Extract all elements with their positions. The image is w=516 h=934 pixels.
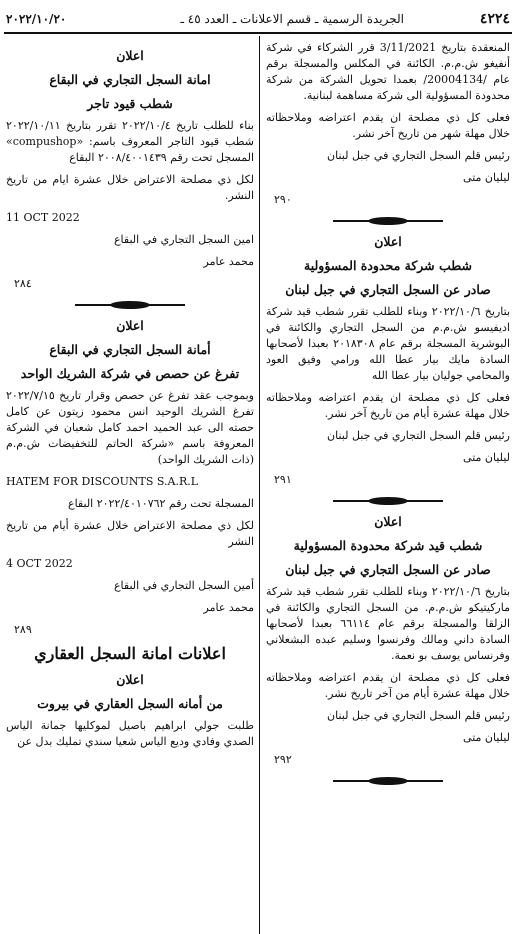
notice-number: ٢٨٩ <box>14 623 32 636</box>
notice-subtitle: شطب قيود تاجر <box>87 96 173 111</box>
notice-body: المنعقدة بتاريخ 3/11/2021 قرر الشركاء في شركة أنفيغو ش.م.م. الكائنة في المكلس والمسجلة برقم عام /20004134/ بعمدا تحويل الشركة من شركة محدودة المسؤولية الى شركة مساهمة لبنانية. <box>266 41 511 102</box>
notice-label: اعلان <box>374 234 402 249</box>
notice-subtitle: تفرغ عن حصص في شركة الشريك الواحد <box>20 366 240 381</box>
notice-date: 11 OCT 2022 <box>6 211 80 224</box>
notice-number: ٢٩١ <box>274 473 292 486</box>
notice-objection: فعلى كل ذي مصلحة ان يقدم اعتراضه وملاحظاته خلال مهلة شهر من تاريخ آخر نشر. <box>266 111 510 140</box>
signature-title: رئيس قلم السجل التجاري في جبل لبنان <box>327 149 510 162</box>
separator-ornament <box>333 496 443 506</box>
notice-subtitle: صادر عن السجل التجاري في جبل لبنان <box>285 562 491 577</box>
separator-ornament <box>333 776 443 786</box>
page-header <box>4 8 512 30</box>
separator-ornament <box>333 216 443 226</box>
signature-name: ليليان متى <box>463 171 510 184</box>
page-number: ٤٢٢٤ <box>479 11 510 27</box>
column-divider <box>259 36 260 934</box>
left-column <box>6 40 254 756</box>
notice-title: من أمانه السجل العقاري في بيروت <box>37 696 223 711</box>
notice-body: وبموجب عقد تفرغ عن حصص وقرار تاريخ ٢٠٢٢/٧/١٥ تفرغ الشريك الوحيد انس محمود زيتون عن كامل حصته الى عبد الحميد احمد كامل شعبان في الشركة المعروفة باسم «شركة الحاتم للتخفيضات ش.م.م (ذات الشريك الواحد) <box>6 389 254 466</box>
notice-number: ٢٩٠ <box>274 193 292 206</box>
separator-ornament <box>75 300 185 310</box>
signature-title: أمين السجل التجاري في البقاع <box>113 579 254 592</box>
notice-label: اعلان <box>116 318 144 333</box>
gazette-title: الجريدة الرسمية ـ قسم الاعلانات ـ العدد ٤٥ ـ <box>180 12 404 26</box>
section-title: اعلانات امانة السجل العقاري <box>34 644 226 663</box>
right-column <box>266 40 510 792</box>
notice-objection: فعلى كل ذي مصلحة ان يقدم اعتراضه وملاحظاته خلال مهلة عشرة أيام من تاريخ آخر نشر. <box>266 391 510 420</box>
notice-title: شطب قيد شركة محدودة المسؤولية <box>293 538 483 553</box>
notice-title: شطب شركة محدودة المسؤولية <box>304 258 472 273</box>
notice-objection: لكل ذي مصلحة الاعتراض خلال عشرة أيام من تاريخ النشر <box>6 519 254 548</box>
signature-title: رئيس قلم السجل التجاري في جبل لبنان <box>327 429 510 442</box>
company-latin-name: HATEM FOR DISCOUNTS S.A.R.L <box>6 475 199 488</box>
signature-name: محمد عامر <box>203 255 254 268</box>
signature-name: ليليان متى <box>463 451 510 464</box>
notice-title: أمانة السجل التجاري في البقاع <box>49 342 211 357</box>
notice-number: ٢٨٤ <box>14 277 32 290</box>
notice-body: بتاريخ ٢٠٢٢/١٠/٦ وبناء للطلب تقرر شطب قيد شركة اديفيسو ش.م.م من السجل التجاري والكائنة في البوشرية المسجلة برقم عام ٢٠١٨٣٠٨ بعبدا لأصحابها السادة مايك بيار عطا الله ورامي وفيق العود والمحامي جوليان بيار عطا الله <box>266 305 510 382</box>
notice-label: اعلان <box>116 672 144 687</box>
notice-label: اعلان <box>116 48 144 63</box>
notice-body: بناء للطلب تاريخ ٢٠٢٢/١٠/٤ تقرر بتاريخ ٢٠٢٢/١٠/١١ شطب قيود التاجر المعروف باسم: «compushop» المسجل تحت رقم ٢٠٠٨/٤٠٠١٤٣٩ البقاع <box>6 119 254 164</box>
notice-body: طلبت جولي ابراهيم باصيل لموكليها جمانة الياس الصدي وفادي وديع الياس شعيا سندي تمليك بدل عن <box>6 719 254 748</box>
notice-registration: المسجلة تحت رقم ٢٠٢٢/٤٠١٠٧٦٢ البقاع <box>68 497 254 510</box>
notice-label: اعلان <box>374 514 402 529</box>
signature-title: رئيس قلم السجل التجاري في جبل لبنان <box>327 709 510 722</box>
signature-name: محمد عامر <box>203 601 254 614</box>
notice-date: 4 OCT 2022 <box>6 557 73 570</box>
signature-name: ليليان متى <box>463 731 510 744</box>
notice-subtitle: صادر عن السجل التجاري في جبل لبنان <box>285 282 491 297</box>
notice-objection: فعلى كل ذي مصلحة ان يقدم اعتراضه وملاحظاته خلال مهلة عشرة أيام من آخر تاريخ نشر. <box>266 671 510 700</box>
notice-title: امانة السجل التجاري في البقاع <box>49 72 211 87</box>
notice-number: ٢٩٢ <box>274 753 292 766</box>
header-rule <box>4 32 512 34</box>
notice-body: بتاريخ ٢٠٢٢/١٠/٦ وبناء للطلب تقرر شطب قيد شركة ماركيتيكو ش.م.م. من السجل التجاري والكائنة في الزلقا والمسجلة برقم عام ٦٦١١٤ بعبدا لأصحابها السادة داني ومالك وفرنسوا وسليم عبده البشعلاني وفرنساس يوسف بو نعمة. <box>266 585 511 662</box>
signature-title: امين السجل التجاري في البقاع <box>113 233 254 246</box>
notice-objection: لكل ذي مصلحة الاعتراض خلال عشرة ايام من تاريخ النشر. <box>6 173 254 202</box>
issue-date: ٢٠٢٢/١٠/٢٠ <box>6 12 67 26</box>
